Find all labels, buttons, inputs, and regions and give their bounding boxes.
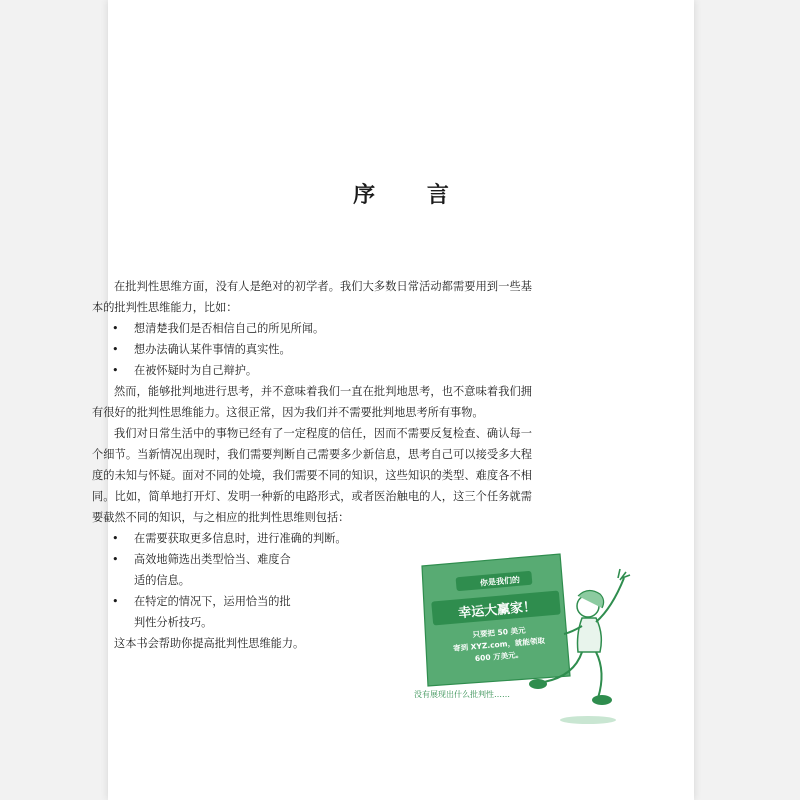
sign-line-3: 只要把 50 美元 — [472, 625, 526, 640]
bullet-mark: • — [112, 322, 119, 335]
lucky-winner-illustration — [410, 548, 636, 730]
person-right-shoe — [592, 695, 612, 705]
bullet-item — [92, 339, 532, 360]
sign-line-2: 幸运大赢家！ — [457, 599, 537, 622]
person-right-leg — [596, 652, 602, 698]
bullet-text: 想清楚我们是否相信自己的所见所闻。 — [134, 322, 325, 335]
bullet-mark: • — [112, 532, 119, 545]
illustration-caption: 没有展现出什么批判性…… — [414, 690, 510, 699]
paragraph-1: 在批判性思维方面，没有人是绝对的初学者。我们大多数日常活动都需要用到一些基本的批判性思维能力，比如： — [92, 280, 532, 314]
bullet-item — [92, 318, 532, 339]
bullet-text: 在特定的情况下，运用恰当的批判性分析技巧。 — [134, 595, 291, 629]
bullet-mark: • — [112, 364, 119, 377]
paragraph-4: 这本书会帮助你提高批判性思维能力。 — [114, 637, 305, 650]
page-title: 序 言 — [353, 183, 471, 208]
bullet-text: 在需要获取更多信息时，进行准确的判断。 — [134, 532, 347, 545]
bullet-text: 想办法确认某件事情的真实性。 — [134, 343, 291, 356]
bullet-item — [92, 360, 532, 381]
person-torso — [578, 618, 602, 652]
sign-line-4: 寄到 XYZ.com，就能领取 — [452, 636, 546, 653]
bullet-mark: • — [112, 553, 119, 566]
paragraph-2: 然而，能够批判地进行思考，并不意味着我们一直在批判地思考，也不意味着我们拥有很好的批判性思维能力。这很正常，因为我们并不需要批判地思考所有事物。 — [92, 385, 532, 419]
sign-line-1: 你是我们的 — [479, 575, 521, 588]
sign-line-5: 600 万美元。 — [474, 649, 524, 664]
bullet-text: 高效地筛选出类型恰当、难度合适的信息。 — [134, 553, 291, 587]
bullet-mark: • — [112, 595, 119, 608]
paragraph-3: 我们对日常生活中的事物已经有了一定程度的信任，因而不需要反复检查、确认每一个细节。当新情况出现时，我们需要判断自己需要多少新信息，思考自己可以接受多大程度的未知与怀疑。面对不同的处境，我们需要不同的知识，这些知识的类型、难度各不相同。比如，简单地打开灯、发明一种新的电路形式，或者医治触电的人，这三个任务就需要截然不同的知识，与之相应的批判性思维则包括： — [92, 427, 532, 524]
bullet-item — [92, 528, 532, 549]
bullet-text: 在被怀疑时为自己辩护。 — [134, 364, 258, 377]
person-left-shoe — [529, 679, 547, 689]
ground-shadow — [560, 716, 616, 724]
bullet-mark: • — [112, 343, 119, 356]
